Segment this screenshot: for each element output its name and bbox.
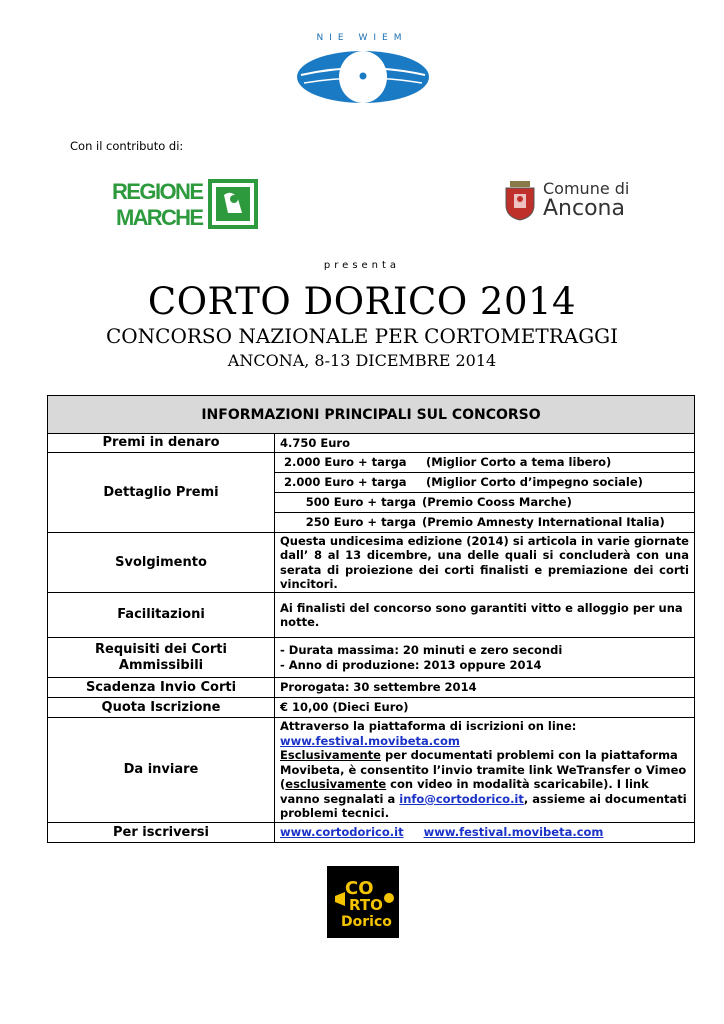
esclusivamente-text: Esclusivamente [280,748,381,763]
inviare-text-3: con video in modalità scaricabile). I link vanno segnalati a [280,777,649,806]
facilitazioni-value: Ai finalisti del concorso sono garantiti vitto e alloggio per una notte. [275,593,695,638]
facilitazioni-label: Facilitazioni [48,593,275,638]
place-date: ANCONA, 8-13 DICEMBRE 2014 [227,351,497,370]
dettaglio-item [275,453,695,473]
brand-name: NIE WIEM [316,33,408,43]
table-row [48,453,695,473]
page-subtitle: CONCORSO NAZIONALE PER CORTOMETRAGGI [105,324,619,348]
premi-label: Premi in denaro [48,434,275,453]
dettaglio-item [275,513,695,533]
table-row [48,638,695,678]
prize-desc: (Premio Cooss Marche) [422,495,572,510]
svg-text:REGIONE: REGIONE [112,179,204,204]
prize-desc: (Premio Amnesty International Italia) [422,515,665,530]
svolgimento-label: Svolgimento [48,533,275,593]
table-row [48,593,695,638]
nie-wiem-logo [296,49,430,105]
comune-line2: Ancona [543,196,625,221]
inviare-text-4: , assieme ai documentati problemi tecnici. [280,791,687,821]
table-row [48,698,695,718]
table-row [48,718,695,823]
requisiti-label: Requisiti dei Corti Ammissibili [48,638,275,678]
dettaglio-item [275,473,695,493]
table-row [48,533,695,593]
dettaglio-item [275,493,695,513]
requisiti-value [275,638,695,678]
iscriversi-value [275,823,695,843]
page-title: CORTO DORICO 2014 [147,280,577,323]
svg-text:MARCHE: MARCHE [116,205,204,230]
esclusivamente-text-2: esclusivamente [285,777,387,792]
prize-amount: 250 Euro + targa [305,515,416,530]
regione-marche-logo [112,177,262,233]
logo-text-dorico: Dorico [341,914,392,930]
premi-value: 4.750 Euro [275,434,695,453]
cortodorico-link[interactable]: www.cortodorico.it [280,825,404,840]
table-heading: INFORMAZIONI PRINCIPALI SUL CONCORSO [48,396,695,434]
movibeta-link[interactable]: www.festival.movibeta.com [280,733,460,748]
prize-desc: (Miglior Corto a tema libero) [426,455,612,470]
prize-amount: 2.000 Euro + targa [284,475,407,490]
quota-value: € 10,00 (Dieci Euro) [275,698,695,718]
logo-text-rto: RTO [349,896,383,914]
quota-label: Quota Iscrizione [48,698,275,718]
prize-amount: 500 Euro + targa [305,495,416,510]
logo-text-co: CO [345,878,374,899]
dettaglio-label: Dettaglio Premi [48,453,275,533]
inviare-text-1: Attraverso la piattaforma di iscrizioni on line: [280,719,577,734]
scadenza-label: Scadenza Invio Corti [48,678,275,698]
svolgimento-value: Questa undicesima edizione (2014) si articola in varie giornate dall’ 8 al 13 dicembre, una delle quali si concluderà con una serata di proiezione dei corti finalisti e premiazione dei corti vincitori. [275,533,695,593]
comune-line1: Comune di [543,179,630,198]
comune-ancona-text [543,181,629,220]
prize-desc: (Miglior Corto d’impegno sociale) [426,475,643,490]
table-row [48,678,695,698]
table-row [48,823,695,843]
corto-dorico-logo [327,866,399,938]
inviare-label: Da inviare [48,718,275,823]
requisito-anno: - Anno di produzione: 2013 oppure 2014 [280,657,542,672]
presenta-text: presenta [323,260,401,271]
movibeta-link-2[interactable]: www.festival.movibeta.com [423,825,604,840]
info-table [47,395,695,843]
ancona-coat-of-arms-icon [500,179,540,221]
iscriversi-label: Per iscriversi [48,823,275,843]
inviare-text-2: per documentati problemi con la piattaforma Movibeta, è consentito l’invio tramite link WeTransfer o Vimeo ( [280,748,687,792]
requisito-durata: - Durata massima: 20 minuti e zero secondi [280,643,563,657]
contributo-label: Con il contributo di: [70,139,184,153]
table-row [48,434,695,453]
email-link[interactable]: info@cortodorico.it [399,791,524,806]
inviare-value [275,718,695,823]
prize-amount: 2.000 Euro + targa [284,455,407,470]
scadenza-value: Prorogata: 30 settembre 2014 [275,678,695,698]
